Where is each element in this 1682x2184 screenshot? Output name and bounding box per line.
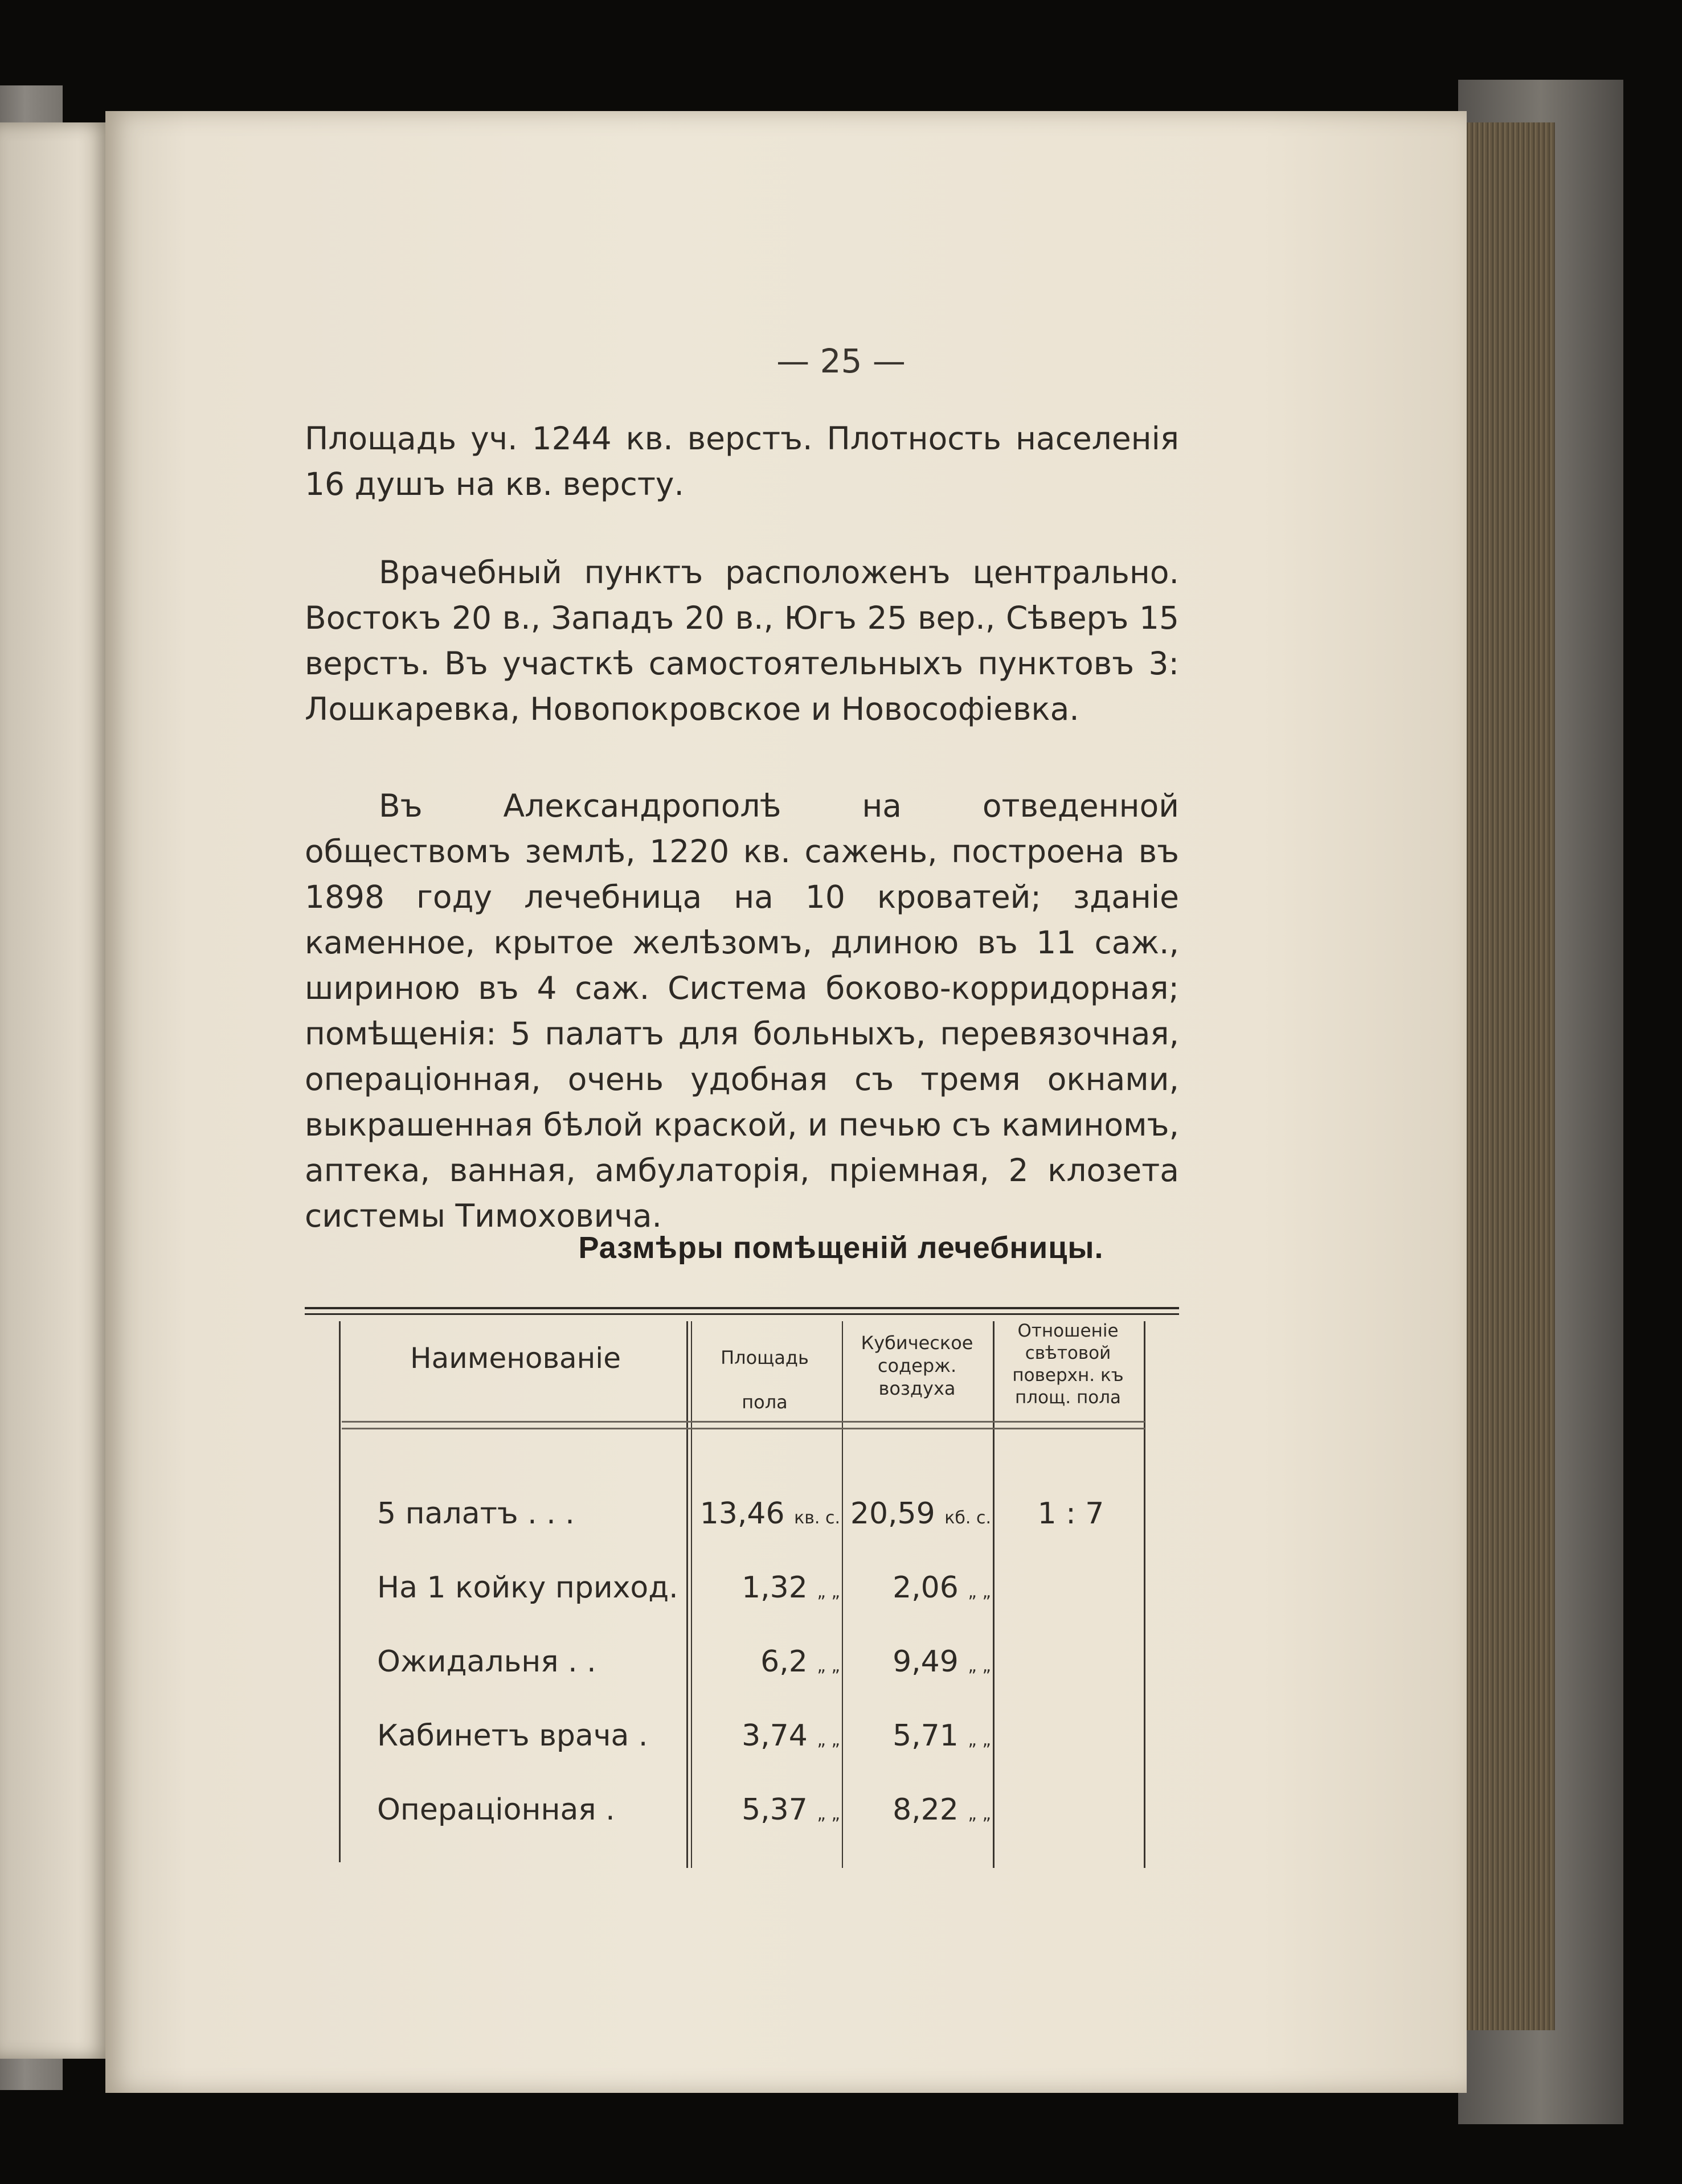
row-name: Операціонная . [377,1793,615,1827]
header-volume [843,1331,991,1400]
row-volume [846,1571,991,1605]
table-top-rule [305,1307,1179,1309]
row-area [692,1645,840,1679]
table-row [0,1645,1682,1690]
volume-value: 5,71 [893,1719,959,1753]
row-area [692,1719,840,1753]
page-number: — 25 — [776,342,906,380]
row-volume [846,1793,991,1827]
table-title: Размѣры помѣщеній лечебницы. [578,1231,1104,1265]
volume-unit: „ „ [968,1804,991,1824]
header-ratio [994,1320,1142,1409]
area-value: 3,74 [742,1719,808,1753]
area-unit: „ „ [817,1730,840,1750]
header-name: Наименованіе [410,1342,621,1375]
area-value: 6,2 [760,1645,808,1679]
area-unit: „ „ [817,1804,840,1824]
header-ratio-line3: поверхн. къ [1012,1365,1124,1386]
volume-unit: „ „ [968,1582,991,1602]
volume-unit: „ „ [968,1730,991,1750]
row-ratio: 1 : 7 [1037,1497,1104,1531]
header-rule-double [342,1428,1145,1429]
header-ratio-line4: площ. пола [1015,1387,1121,1408]
row-area [692,1497,840,1531]
header-area-line2: пола [742,1391,788,1413]
volume-value: 9,49 [893,1645,959,1679]
volume-value: 8,22 [893,1793,959,1827]
paragraph-area-density: Площадь уч. 1244 кв. верстъ. Плотность населенія 16 душъ на кв. версту. [305,420,1179,502]
header-volume-line3: воздуха [878,1378,956,1399]
header-area [689,1335,840,1424]
volume-unit: „ „ [968,1656,991,1676]
area-value: 1,32 [742,1571,808,1605]
paragraph-hospital: Въ Александрополѣ на отведенной обществомъ землѣ, 1220 кв. сажень, построена въ 1898 году лечебница на 10 кроватей; зданіе каменное, крытое желѣзомъ, длиною въ 11 саж., шириною въ 4 саж. Система боково-корридорная; помѣщенія: 5 палатъ для больныхъ, перевязочная, операціонная, очень удобная съ тремя окнами, выкрашенная бѣлой краской, и печью съ каминомъ, аптека, ванная, амбулаторія, пріемная, 2 клозета системы Тимоховича. [305,788,1179,1234]
header-volume-line2: содерж. [877,1355,957,1376]
paragraph-medical-point: Врачебный пунктъ расположенъ центрально. Востокъ 20 в., Западъ 20 в., Югъ 25 вер., Сѣверъ 15 верстъ. Въ участкѣ самостоятельныхъ пунктовъ 3: Лошкаревка, Новопокровское и Новософіевка. [305,554,1179,727]
header-volume-line1: Кубическое [861,1332,973,1354]
table-top-rule-thin [305,1313,1179,1315]
row-name: На 1 койку приход. [377,1571,678,1605]
area-unit: „ „ [817,1656,840,1676]
row-volume [846,1497,991,1531]
header-ratio-line1: Отношеніе [1017,1321,1119,1341]
area-unit: „ „ [817,1582,840,1602]
header-ratio-line2: свѣтовой [1025,1343,1111,1363]
table-row [0,1719,1682,1764]
table-row [0,1571,1682,1616]
row-area [692,1571,840,1605]
table-row [0,1497,1682,1542]
row-area [692,1793,840,1827]
area-value: 5,37 [742,1793,808,1827]
area-unit: кв. с. [794,1508,840,1528]
left-page-edge [0,122,111,2059]
row-name: 5 палатъ . . . [377,1497,575,1531]
volume-unit: кб. с. [944,1508,991,1528]
row-name: Кабинетъ врача . [377,1719,648,1753]
area-value: 13,46 [699,1497,785,1531]
header-area-line1: Площадь [721,1347,809,1368]
row-volume [846,1719,991,1753]
volume-value: 20,59 [850,1497,935,1531]
row-volume [846,1645,991,1679]
row-name: Ожидальня . . [377,1645,596,1679]
volume-value: 2,06 [893,1571,959,1605]
table-row [0,1793,1682,1838]
